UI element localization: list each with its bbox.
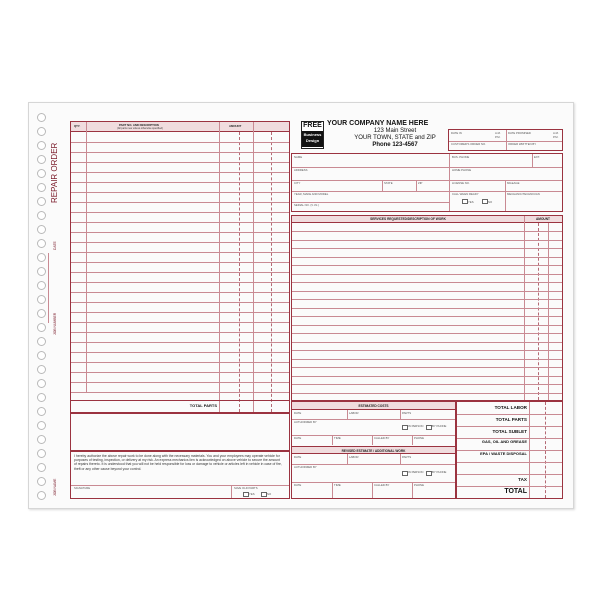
date-in-pm: P.M. <box>495 135 501 139</box>
est-labor-label: LABOR <box>349 411 359 415</box>
totals-row-label: TOTAL PARTS <box>495 417 527 422</box>
parts-header <box>71 122 289 132</box>
rev-div-5 <box>412 482 413 498</box>
services-dash-1 <box>538 223 539 400</box>
mechanic-label: MECHANIC/TECHNICIAN <box>507 192 540 196</box>
feed-hole <box>37 281 46 290</box>
address-label: ADDRESS <box>294 168 308 172</box>
feed-hole <box>37 407 46 416</box>
parts-row-line <box>71 322 289 323</box>
est-date-label: DATE <box>294 411 302 415</box>
service-row-line <box>292 393 562 394</box>
service-row-line <box>292 384 562 385</box>
feed-hole <box>37 393 46 402</box>
totals-row-label: GAS, OIL AND GREASE <box>481 438 527 444</box>
home-phone-label: HOME PHONE <box>452 168 472 172</box>
service-row-line <box>292 376 562 377</box>
services-section <box>291 215 563 401</box>
save-parts-yes-label: YES <box>249 492 255 496</box>
feed-hole <box>37 351 46 360</box>
feed-hole <box>37 435 46 444</box>
notes-box[interactable] <box>70 413 290 451</box>
feed-hole <box>37 169 46 178</box>
rev-div-4 <box>372 482 373 498</box>
company-name: YOUR COMPANY NAME HERE <box>327 120 429 127</box>
feed-hole <box>37 113 46 122</box>
parts-row-line <box>71 312 289 313</box>
date-in-label: DATE IN <box>451 131 462 135</box>
date-promised-am: A.M. <box>553 131 559 135</box>
service-row-line <box>292 367 562 368</box>
est-authorized-by-label: AUTHORIZED BY <box>294 420 317 424</box>
rev-labor-label: LABOR <box>349 455 359 459</box>
feed-hole <box>37 491 46 500</box>
parts-row-line <box>71 162 289 163</box>
rev-date-label: DATE <box>294 455 302 459</box>
parts-row-line <box>71 202 289 203</box>
rev-in-person-label: IN PERSON <box>408 470 424 474</box>
mileage-label: MILEAGE <box>507 181 520 185</box>
call-when-ready-label: CALL WHEN READY <box>452 192 479 196</box>
order-info-divider <box>506 130 507 150</box>
feed-hole <box>37 183 46 192</box>
est-div-3 <box>332 435 333 445</box>
feed-hole <box>37 365 46 374</box>
signature-divider <box>231 485 232 498</box>
est-parts-label: PARTS <box>402 411 412 415</box>
mileage-divider <box>505 180 506 191</box>
parts-row-line <box>71 392 289 393</box>
service-row-line <box>292 325 562 326</box>
date-in-am: A.M. <box>495 131 501 135</box>
ext-label: EXT. <box>534 155 540 159</box>
feed-hole <box>37 253 46 262</box>
est-time-label: TIME <box>334 436 341 440</box>
totals-row-label: TOTAL SUBLET <box>492 429 527 434</box>
parts-row-line <box>71 282 289 283</box>
services-cents-divider <box>548 223 549 400</box>
parts-row-line <box>71 362 289 363</box>
badge-free-text: FREE <box>303 122 322 129</box>
rev-parts-label: PARTS <box>402 455 412 459</box>
feed-hole <box>37 309 46 318</box>
service-row-line <box>292 282 562 283</box>
services-amount-header: AMOUNT <box>524 216 562 223</box>
feed-hole <box>37 225 46 234</box>
service-row-line <box>292 350 562 351</box>
service-row-line <box>292 333 562 334</box>
service-row-line <box>292 299 562 300</box>
bus-phone-label: BUS. PHONE <box>452 155 470 159</box>
est-called-by-label: CALLED BY <box>374 436 390 440</box>
qty-column-header: QTY. <box>74 124 81 128</box>
parts-row-line <box>71 142 289 143</box>
date-promised-pm: P.M. <box>553 135 559 139</box>
feed-hole <box>37 463 46 472</box>
repair-order-form <box>28 102 574 509</box>
est-phone-label: PHONE <box>414 436 424 440</box>
totals-section <box>456 401 563 499</box>
totals-row-label: EPA / WASTE DISPOSAL <box>480 450 527 456</box>
save-parts-no-label: NO <box>267 492 272 496</box>
feed-hole <box>37 211 46 220</box>
description-column-subheader: (All parts new unless otherwise specified) <box>117 127 163 130</box>
company-street: 123 Main Street <box>373 128 417 134</box>
company-city: YOUR TOWN, STATE and ZIP <box>354 135 436 141</box>
rev-called-by-label: CALLED BY <box>374 483 390 487</box>
signature-label: SIGNATURE <box>74 486 91 490</box>
parts-row-line <box>71 232 289 233</box>
estimate-section <box>291 401 456 499</box>
feed-hole <box>37 141 46 150</box>
customer-info-box <box>291 153 563 212</box>
parts-row-line <box>71 222 289 223</box>
rev-phone-label: PHONE <box>414 483 424 487</box>
parts-row-line <box>71 252 289 253</box>
feed-hole <box>37 477 46 486</box>
badge-line-1: Business <box>303 132 322 137</box>
parts-row-line <box>71 372 289 373</box>
side-date-label: DATE <box>53 241 57 250</box>
feed-hole <box>37 127 46 136</box>
year-make-model-label: YEAR, MAKE AND MODEL <box>294 192 329 196</box>
parts-section <box>70 121 290 413</box>
parts-row-line <box>71 272 289 273</box>
form-title: REPAIR ORDER <box>50 142 59 203</box>
side-job-name-label: JOB NAME <box>53 478 57 496</box>
parts-row-line <box>71 302 289 303</box>
business-design-badge <box>301 121 324 149</box>
parts-row-line <box>71 262 289 263</box>
service-row-line <box>292 231 562 232</box>
parts-row-line <box>71 242 289 243</box>
feed-hole <box>37 337 46 346</box>
totals-row-line <box>457 462 562 463</box>
service-row-line <box>292 248 562 249</box>
zip-label: ZIP <box>418 181 423 185</box>
side-job-number-label: JOB NUMBER <box>53 312 57 335</box>
parts-row-line <box>71 292 289 293</box>
est-by-phone-label: BY PHONE <box>432 424 447 428</box>
parts-row-line <box>71 212 289 213</box>
service-row-line <box>292 291 562 292</box>
state-label: STATE <box>384 181 393 185</box>
feed-hole <box>37 239 46 248</box>
rev-div-1 <box>347 454 348 464</box>
order-written-by-label: ORDER WRITTEN BY <box>508 142 537 146</box>
authorization-box <box>70 451 290 499</box>
service-row-line <box>292 359 562 360</box>
call-yes-label: YES <box>468 200 474 204</box>
feed-hole <box>37 449 46 458</box>
est-div-1 <box>347 410 348 419</box>
service-row-line <box>292 240 562 241</box>
rev-time-label: TIME <box>334 483 341 487</box>
parts-row-line <box>71 172 289 173</box>
rev-authorized-by-label: AUTHORIZED BY <box>294 465 317 469</box>
save-old-parts-label: SAVE OLD PARTS <box>234 486 258 490</box>
mechanic-divider <box>505 191 506 211</box>
badge-line-2: Design <box>305 138 320 143</box>
ext-divider <box>532 154 533 167</box>
customer-rule-2 <box>292 180 562 181</box>
parts-row-line <box>71 342 289 343</box>
description-column-header: PART NO. AND DESCRIPTION <box>119 123 159 127</box>
estimated-costs-header: ESTIMATED COSTS <box>292 402 455 410</box>
feed-hole <box>37 197 46 206</box>
customer-rule-1 <box>292 167 562 168</box>
totals-row-label: TOTAL <box>504 488 527 495</box>
authorization-text: I hereby authorize the above repair work to be done along with the necessary materials. You and your employees may operate vehicle for purposes of testing, inspection, or delivery at my risk. An express mechanics lien is acknowledged on above vehicle to secure the amount of repairs thereto. It is understood that you will not be held responsible for loss or damage to vehicle or articles left in vehicle in case of fire, theft or any other cause beyond your control. <box>74 454 282 471</box>
totals-row-label: TAX <box>518 477 527 482</box>
feed-hole <box>37 379 46 388</box>
service-row-line <box>292 316 562 317</box>
est-in-person-label: IN PERSON <box>408 424 424 428</box>
side-rule-1 <box>48 253 49 323</box>
feed-hole <box>37 421 46 430</box>
est-div-4 <box>372 435 373 445</box>
rev-div-2 <box>400 454 401 464</box>
rev-by-phone-label: BY PHONE <box>432 470 447 474</box>
service-row-line <box>292 257 562 258</box>
service-row-line <box>292 308 562 309</box>
feed-hole <box>37 155 46 164</box>
totals-row-label: TOTAL LABOR <box>494 405 527 410</box>
feed-hole <box>37 267 46 276</box>
parts-row-line <box>71 332 289 333</box>
parts-row-line <box>71 152 289 153</box>
parts-row-line <box>71 382 289 383</box>
est-div-2 <box>400 410 401 419</box>
license-no-label: LICENSE NO. <box>452 181 470 185</box>
customer-info-divider <box>449 154 450 211</box>
state-divider <box>382 180 383 191</box>
company-phone: Phone 123-4567 <box>372 142 418 148</box>
amount-column-header: AMOUNT <box>229 124 242 128</box>
date-promised-label: DATE PROMISED <box>508 131 531 135</box>
est-div-5 <box>412 435 413 445</box>
serial-no-label: SERIAL NO. (V.I.N.) <box>294 203 319 207</box>
service-row-line <box>292 265 562 266</box>
parts-row-line <box>71 182 289 183</box>
call-no-label: NO <box>488 200 493 204</box>
service-row-line <box>292 342 562 343</box>
service-row-line <box>292 274 562 275</box>
total-parts-label: TOTAL PARTS <box>189 403 217 408</box>
parts-total-rule <box>71 400 289 401</box>
name-label: NAME <box>294 155 303 159</box>
feed-hole <box>37 295 46 304</box>
parts-row-line <box>71 352 289 353</box>
description-column-divider <box>219 122 220 412</box>
order-info-box <box>448 129 563 151</box>
est-date2-label: DATE <box>294 436 302 440</box>
rev-date2-label: DATE <box>294 483 302 487</box>
zip-divider <box>416 180 417 191</box>
services-header: SERVICES REQUESTED/DESCRIPTION OF WORK <box>292 216 524 223</box>
customer-order-label: CUSTOMER'S ORDER NO. <box>451 142 486 146</box>
rev-div-3 <box>332 482 333 498</box>
parts-row-line <box>71 192 289 193</box>
city-label: CITY <box>294 181 301 185</box>
feed-hole <box>37 323 46 332</box>
amount-divider <box>253 122 254 412</box>
revised-estimate-header: REVISED ESTIMATE / ADDITIONAL WORK <box>292 446 455 454</box>
